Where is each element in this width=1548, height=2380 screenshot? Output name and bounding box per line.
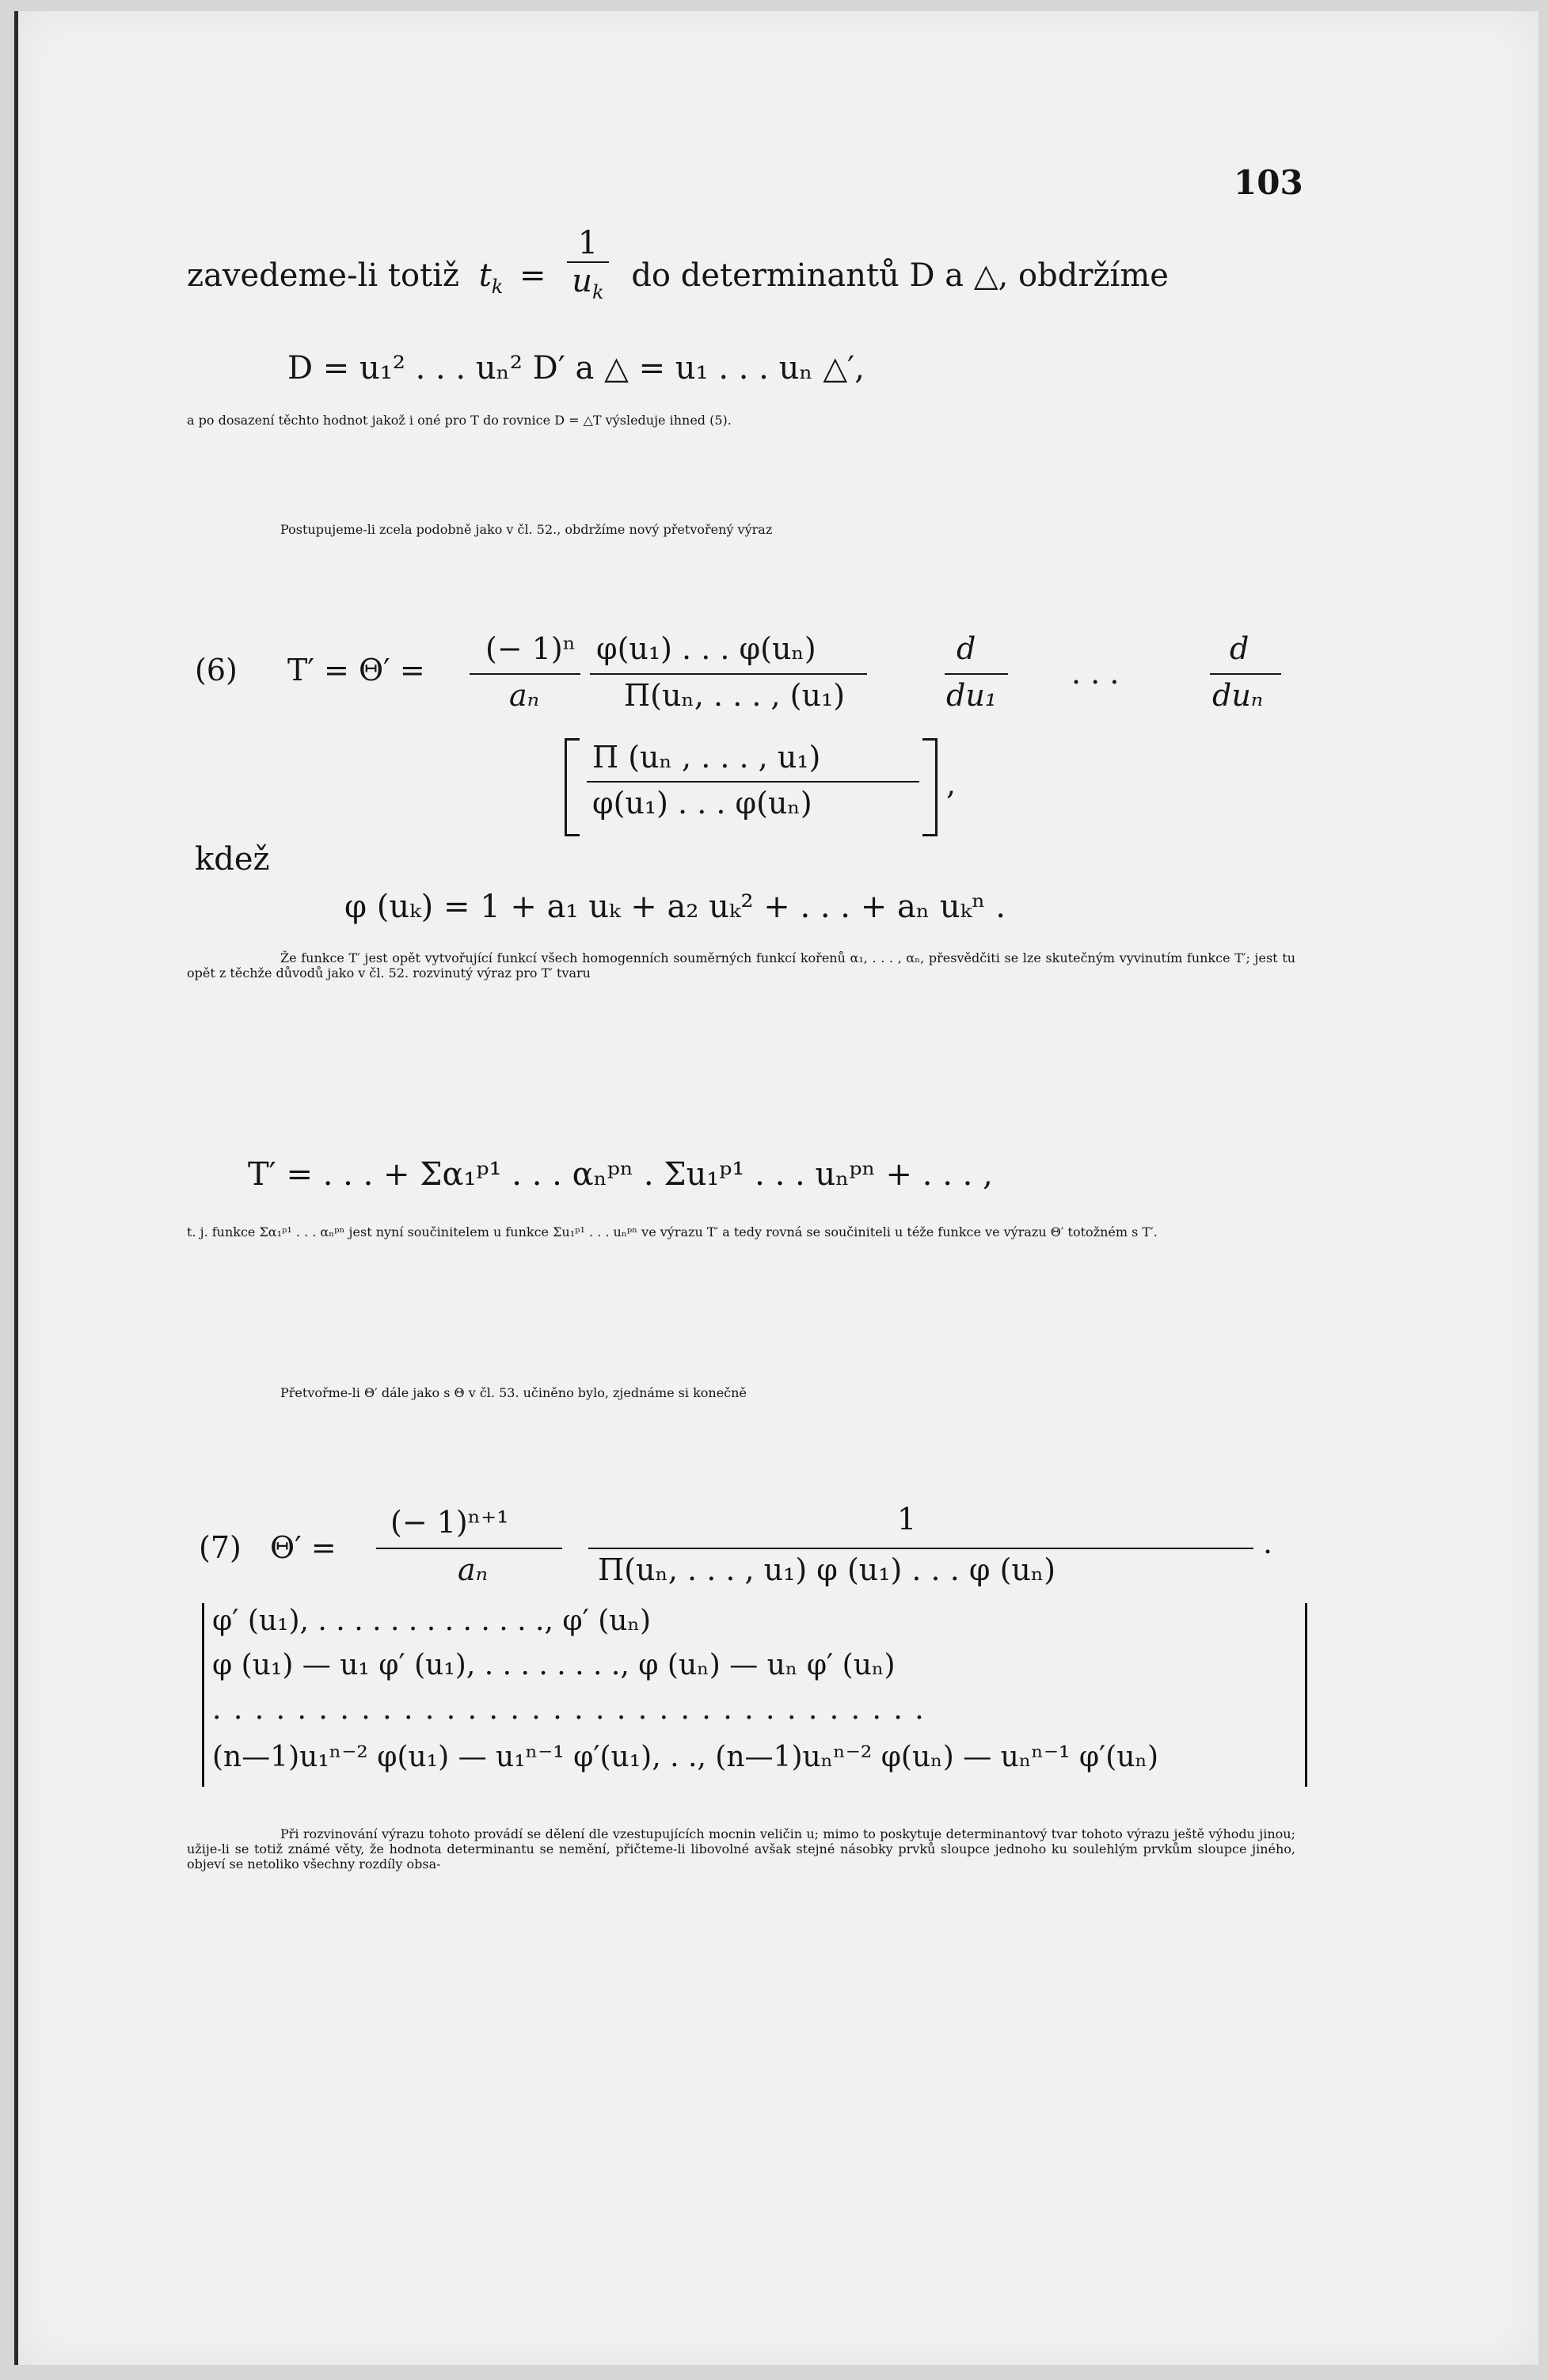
phi-definition-equation: φ (uₖ) = 1 + a₁ uₖ + a₂ uₖ² + . . . + aₙ uₖⁿ .	[344, 889, 1006, 925]
paragraph-2: Postupujeme-li zcela podobně jako v čl. 52., obdržíme nový přetvořený výraz	[280, 522, 773, 537]
T-expansion-equation: T′ = . . . + Σα₁ᵖ¹ . . . αₙᵖⁿ . Σu₁ᵖ¹ . . . uₙᵖⁿ + . . . ,	[248, 1156, 993, 1193]
eq7-fraction-1-bar	[376, 1548, 562, 1549]
eq6-fraction-1-num: (− 1)ⁿ	[485, 631, 576, 666]
determinant-row-2: φ (u₁) — u₁ φ′ (u₁), . . . . . . . ., φ (uₙ) — uₙ φ′ (uₙ)	[212, 1649, 896, 1681]
paragraph-4: t. j. funkce Σα₁ᵖ¹ . . . αₙᵖⁿ jest nyní součinitelem u funkce Σu₁ᵖ¹ . . . uₙᵖⁿ ve výrazu T′ a tedy rovná se součiniteli u téže funkce ve výrazu Θ′ totožném s T′.	[187, 1224, 1158, 1240]
one-over-uk-fraction	[567, 225, 608, 310]
paragraph-5: Přetvořme-li Θ′ dále jako s Θ v čl. 53. učiněno bylo, zjednáme si konečně	[280, 1385, 747, 1400]
eq6-d-bar-n	[1210, 673, 1281, 675]
fraction-denominator	[567, 263, 608, 310]
equation-6-lhs: T′ = Θ′ =	[287, 653, 425, 687]
intro-suffix: do determinantů D a △, obdržíme	[631, 257, 1169, 294]
eq7-fraction-1-num: (− 1)ⁿ⁺¹	[390, 1505, 509, 1540]
eq6-ellipsis: . . .	[1071, 656, 1120, 691]
eq7-period: .	[1263, 1525, 1273, 1560]
determinant-right-bar	[1305, 1603, 1307, 1787]
equals-sign: =	[519, 257, 546, 294]
eq6-d-den-n: duₙ	[1212, 678, 1264, 713]
eq7-fraction-2-num: 1	[897, 1502, 917, 1537]
page-sheet	[14, 11, 1538, 2365]
determinant-row-3: . . . . . . . . . . . . . . . . . . . . . . . . . . . . . . . . . .	[212, 1693, 926, 1726]
eq6-fraction-2-bar	[590, 673, 867, 675]
page-number: 103	[1234, 163, 1303, 202]
eq6-fraction-1-den: aₙ	[509, 678, 540, 713]
eq6-fraction-2-num: φ(u₁) . . . φ(uₙ)	[596, 631, 816, 666]
equation-7-label: (7)	[199, 1530, 242, 1565]
intro-prefix: zavedeme-li totiž	[187, 257, 459, 294]
paragraph-6: Při rozvinování výrazu tohoto provádí se dělení dle vzestupujících mocnin veličin u; mimo to poskytuje determinantový tvar tohoto výrazu ještě výhodu jinou; užije-li se totiž známé věty, že hodnota determinantu se nemění, přičteme-li libovolné avšak stejné násobky prvků sloupce jednoho ku soulehlým prvkům sloupce jiného, objeví se netoliko všechny rozdíly obsa-	[187, 1826, 1295, 1872]
determinant-row-1: φ′ (u₁), . . . . . . . . . . . . ., φ′ (uₙ)	[212, 1605, 652, 1637]
bracket-comma: ,	[946, 767, 957, 802]
determinant-row-4: (n—1)u₁ⁿ⁻² φ(u₁) — u₁ⁿ⁻¹ φ′(u₁), . ., (n—1)uₙⁿ⁻² φ(uₙ) — uₙⁿ⁻¹ φ′(uₙ)	[212, 1741, 1159, 1773]
eq6-fraction-1-bar	[470, 673, 580, 675]
tk-symbol: t	[478, 257, 492, 294]
left-square-bracket	[565, 738, 580, 836]
bracket-fraction-bar	[587, 781, 919, 783]
eq6-d-num-1: d	[957, 631, 976, 666]
kdez-label: kdež	[195, 841, 270, 878]
tk-subscript: k	[491, 276, 504, 298]
eq7-fraction-2-den: Π(uₙ, . . . , u₁) φ (u₁) . . . φ (uₙ)	[598, 1552, 1056, 1587]
uk-subscript: k	[592, 281, 604, 303]
paragraph-1: a po dosazení těchto hodnot jakož i oné pro T do rovnice D = △T výsleduje ihned (5).	[187, 413, 732, 428]
eq6-d-bar-1	[945, 673, 1008, 675]
bracket-numerator: Π (uₙ , . . . , u₁)	[592, 740, 821, 775]
eq7-fraction-1-den: aₙ	[458, 1552, 489, 1587]
determinant-left-bar	[202, 1603, 204, 1787]
bracket-denominator: φ(u₁) . . . φ(uₙ)	[592, 786, 812, 821]
equation-6-label: (6)	[195, 653, 238, 687]
fraction-numerator: 1	[567, 225, 608, 263]
equation-7-lhs: Θ′ =	[270, 1530, 337, 1565]
intro-line	[187, 225, 1169, 310]
paragraph-3: Že funkce T′ jest opět vytvořující funkcí všech homogenních souměrných funkcí kořenů α₁, . . . , αₙ, přesvědčiti se lze skutečným vyvinutím funkce T′; jest tu opět z těchže důvodů jako v čl. 52. rozvinutý výraz pro T′ tvaru	[187, 950, 1295, 981]
eq6-fraction-2-den: Π(uₙ, . . . , (u₁)	[624, 678, 846, 713]
uk-symbol: u	[572, 263, 593, 299]
eq6-d-num-n: d	[1230, 631, 1249, 666]
eq7-fraction-2-bar	[588, 1548, 1253, 1549]
right-square-bracket	[922, 738, 938, 836]
eq6-d-den-1: du₁	[946, 678, 998, 713]
substitution-equation: D = u₁² . . . uₙ² D′ a △ = u₁ . . . uₙ △′,	[287, 350, 865, 387]
